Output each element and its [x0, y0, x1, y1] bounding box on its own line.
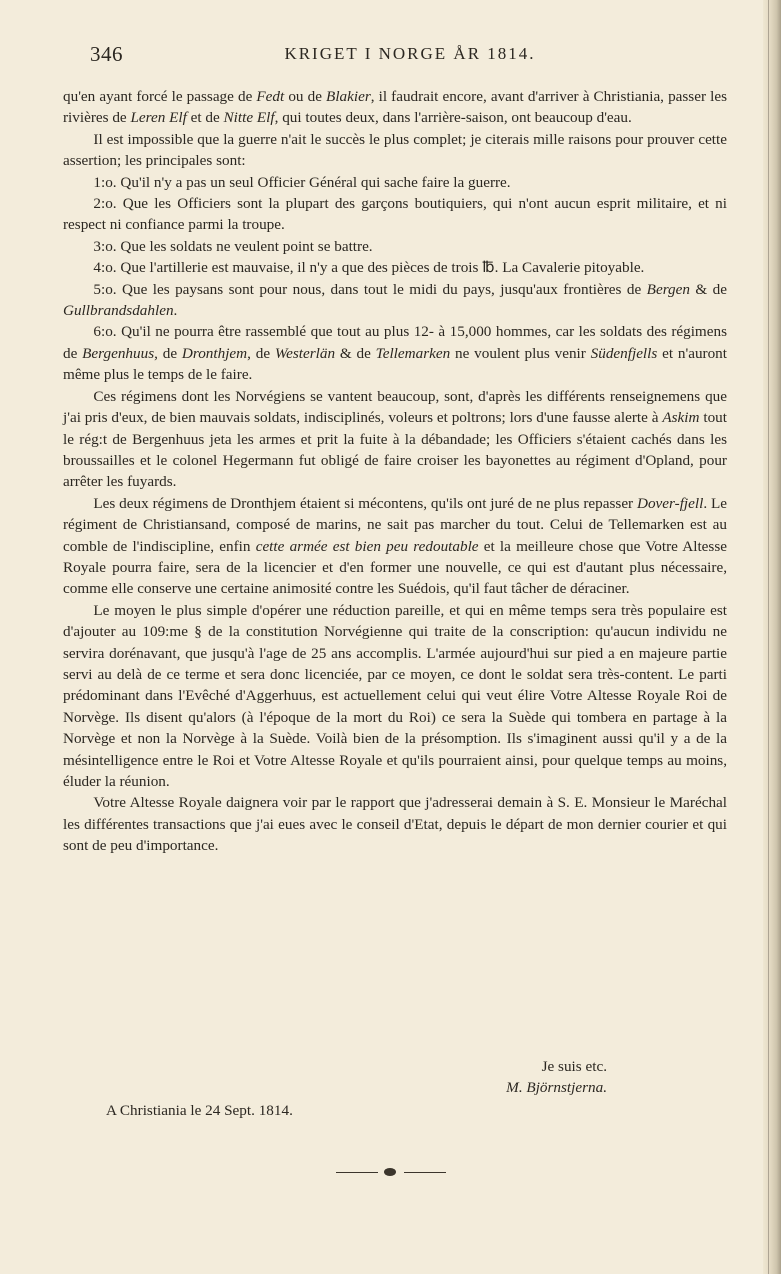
running-title: KRIGET I NORGE ÅR 1814.: [284, 44, 536, 63]
paragraph-5: Le moyen le plus simple d'opérer une réduction pareille, et qui en même temps sera très populaire est d'ajouter au 109:me § de la constitution Norvégienne qui traite de la conscription: qu'aucun individu ne servira dorénavant, que jusqu'à l'age de 25 ans accomplis. L'armée aujourd'hui sur pied a en majeure partie servi au delà de ce terme et sera donc licenciée, par ce moyen, ce dont le soldat sera très-content. Le parti prédominant dans l'Evêché d'Aggerhuus, est actuellement celui qui veut élire Votre Altesse Royale Roi de Norvège. Ils disent qu'alors (à l'époque de la mort du Roi) ce sera la Suède qui tombera en partage à la Norvège et non la Norvège à la Suède. Voilà bien de la présomption. Ils s'imaginent aussi qu'il y a de la mésintelligence entre le Roi et Votre Altesse Royale et qu'ils pourraient ainsi, pour quelque temps au moins, éluder la réunion.: [63, 601, 727, 790]
page-header: [90, 42, 730, 68]
list-item-5: 5:o. Que les paysans sont pour nous, dans tout le midi du pays, jusqu'aux frontières de Bergen & de Gullbrandsdahlen.: [63, 280, 727, 320]
ornament-rule-left: [336, 1172, 378, 1173]
end-ornament: [336, 1166, 446, 1178]
paragraph-1: qu'en ayant forcé le passage de Fedt ou de Blakier, il faudrait encore, avant d'arriver à Christiania, passer les rivières de Leren Elf et de Nitte Elf, qui toutes deux, dans l'arrière-saison, ont beaucoup d'eau.: [63, 88, 727, 127]
list-item-2: 2:o. Que les Officiers sont la plupart des garçons boutiquiers, qui n'ont aucun esprit militaire, et ni respect ni confiance parmi la troupe.: [63, 195, 727, 234]
paragraph-6: Votre Altesse Royale daignera voir par le rapport que j'adresserai demain à S. E. Monsieur le Maréchal les différentes transactions que j'ai eues avec le conseil d'Etat, depuis le départ de mon dernier courier et qui sont de peu d'importance.: [63, 794, 727, 855]
place-date-line: A Christiania le 24 Sept. 1814.: [106, 1102, 293, 1119]
italic-run: Gullbrandsdahlen: [63, 302, 174, 320]
italic-run: Dronthjem: [181, 344, 248, 362]
body-text: [63, 86, 727, 857]
paragraph-2: Il est impossible que la guerre n'ait le succès le plus complet; je citerais mille raisons pour prouver cette assertion; les principales sont:: [63, 130, 727, 170]
closing-greeting: Je suis etc.: [541, 1058, 607, 1075]
ornament-rule-right: [404, 1172, 446, 1173]
italic-run: Westerlän: [274, 344, 336, 362]
italic-run: Tellemarken: [375, 344, 451, 362]
paragraph-3: Ces régimens dont les Norvégiens se vantent beaucoup, sont, d'après les différents renseignemens que j'ai pris d'eux, de bien mauvais soldats, indisciplinés, voleurs et poltrons; lors d'une fausse alerte à Askim tout le rég:t de Bergenhuus jeta les armes et prit la fuite à la débandade; les Officiers s'étaient cachés dans les broussailles et le colonel Hegermann fut obligé de faire croiser les bayonettes au régiment d'Opland, pour arrêter les fuyards.: [63, 387, 727, 491]
list-item-1: 1:o. Qu'il n'y a pas un seul Officier Général qui sache faire la guerre.: [93, 173, 511, 191]
list-item-3: 3:o. Que les soldats ne veulent point se battre.: [93, 237, 373, 255]
italic-run: cette armée est bien peu redoutable: [255, 537, 479, 555]
italic-run: Askim: [662, 409, 700, 427]
italic-run: Südenfjells: [590, 344, 658, 362]
italic-run: Blakier: [326, 88, 371, 105]
italic-run: Dover-fjell: [636, 494, 704, 512]
page-binding-edge: [763, 0, 781, 1274]
italic-run: Bergen: [646, 280, 690, 298]
page-number: 346: [90, 42, 123, 66]
italic-run: Fedt: [256, 88, 285, 105]
italic-run: Bergenhuus: [82, 344, 155, 362]
list-item-4: 4:o. Que l'artillerie est mauvaise, il n'y a que des pièces de trois ℔. La Cavalerie pitoyable.: [93, 259, 645, 277]
italic-run: Leren Elf: [130, 109, 187, 127]
binding-shadow-line: [768, 0, 769, 1274]
list-item-6: 6:o. Qu'il ne pourra être rassemblé que tout au plus 12- à 15,000 hommes, car les soldats des régimens de Bergenhuus, de Dronthjem, de Westerlän & de Tellemarken ne voulent plus venir Südenfjells et n'auront même plus le temps de le faire.: [63, 323, 727, 384]
signature: M. Björnstjerna.: [506, 1079, 607, 1096]
italic-run: Nitte Elf: [223, 109, 275, 127]
ornament-dot: [384, 1168, 396, 1176]
paragraph-4: Les deux régimens de Dronthjem étaient si mécontens, qu'ils ont juré de ne plus repasser Dover-fjell. Le régiment de Christiansand, composé de marins, ne sait pas marcher du tout. Celui de Tellemarken est au comble de l'indiscipline, enfin cette armée est bien peu redoutable et la meilleure chose que Votre Altesse Royale pourra faire, sera de la licencier et d'en former une nouvelle, ce qui est d'autant plus nécessaire, comme elle conserve une certaine animosité contre les Suédois, qu'il faut tâcher de déraciner.: [63, 494, 727, 598]
